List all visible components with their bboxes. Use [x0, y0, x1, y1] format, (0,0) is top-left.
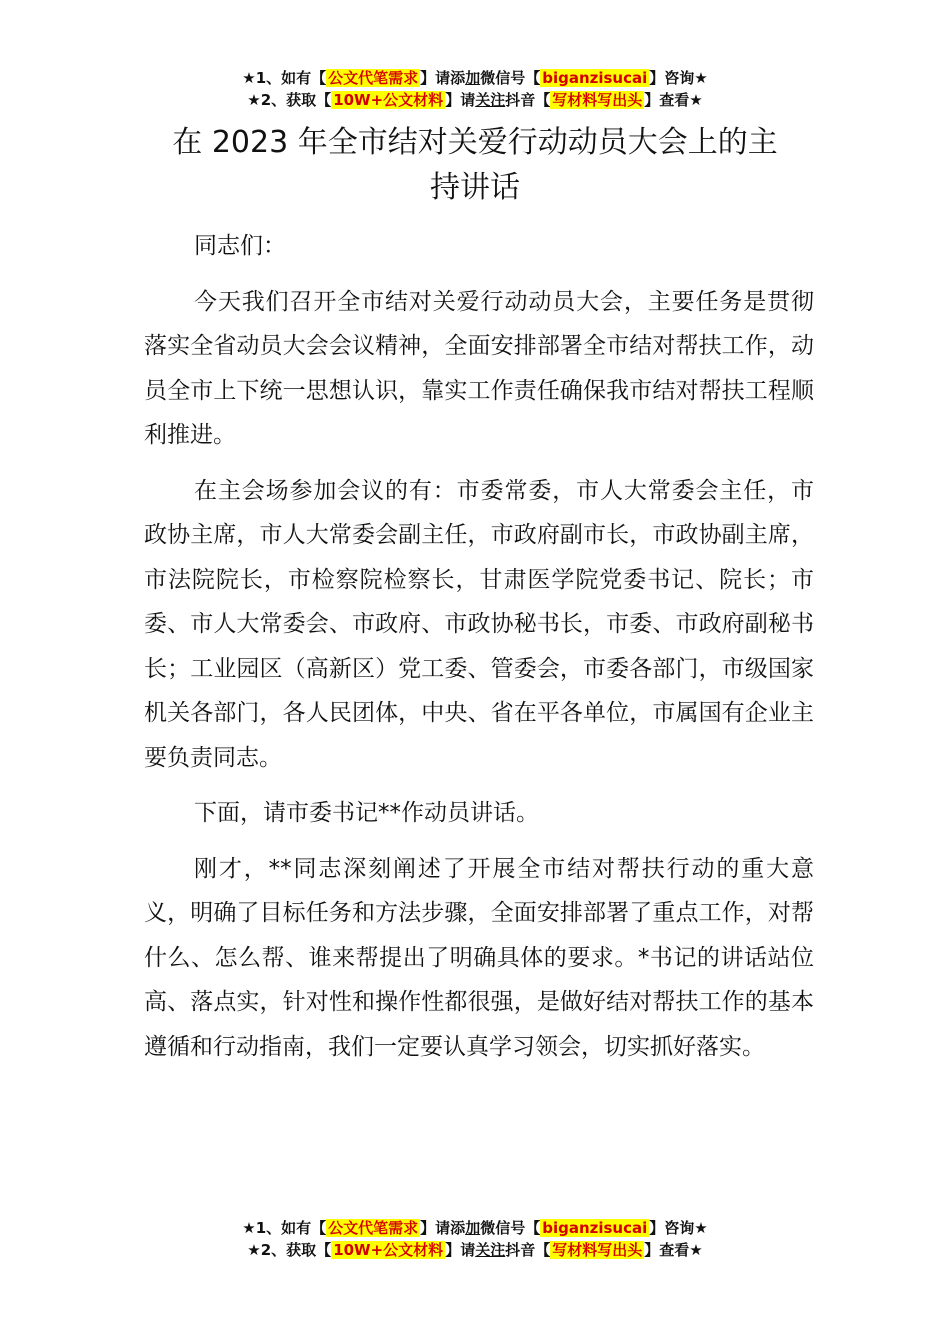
banner-line-1: [0, 67, 950, 89]
banner-text: 】请: [445, 91, 476, 109]
banner-underlined-text: 关注: [475, 91, 506, 109]
document-body: [144, 224, 814, 1080]
banner-text: ★2、获取【: [247, 91, 332, 109]
paragraph-attendees: 在主会场参加会议的有：市委常委，市人大常委会主任，市政协主席，市人大常委会副主任，市政府副市长，市政协副主席，市法院院长，市检察院检察长，甘肃医学院党委书记、院长；市委、市人大常委会、市政府、市政协秘书长，市委、市政府副秘书长；工业园区（高新区）党工委、管委会，市委各部门，市级国家机关各部门，各人民团体，中央、省在平各单位，市属国有企业主要负责同志。: [144, 477, 814, 771]
document-title-line-2: 持讲话: [430, 170, 520, 205]
banner-text: ★2、获取【: [247, 1241, 332, 1259]
banner-text: 抖音【: [505, 91, 551, 109]
banner-text: 】查看★: [644, 1241, 703, 1259]
banner-text: 】请添: [420, 1219, 466, 1237]
banner-highlight-writing-service: 公文代笔需求: [328, 1219, 419, 1237]
banner-line-2: [0, 1239, 950, 1261]
paragraph-summary: 刚才，**同志深刻阐述了开展全市结对帮扶行动的重大意义，明确了目标任务和方法步骤，全面安排部署了重点工作，对帮什么、怎么帮、谁来帮提出了明确具体的要求。*书记的讲话站位高、落点实，针对性和操作性都很强，是做好结对帮扶工作的基本遵循和行动指南，我们一定要认真学习领会，切实抓好落实。: [144, 855, 814, 1060]
paragraph-invite-speech: 下面，请市委书记**作动员讲话。: [194, 800, 539, 826]
header-banner: [0, 67, 950, 111]
banner-text: 】咨询★: [649, 69, 708, 87]
banner-text: ★1、如有【: [242, 69, 327, 87]
banner-highlight-writing-service: 公文代笔需求: [328, 69, 419, 87]
banner-text: 微信号【: [480, 69, 541, 87]
document-title-line-1: 在 2023 年全市结对关爱行动动员大会上的主: [172, 125, 778, 160]
salutation: 同志们：: [194, 233, 286, 259]
banner-highlight-douyin-account: 写材料写出头: [552, 1241, 643, 1259]
banner-text: ★1、如有【: [242, 1219, 327, 1237]
banner-underlined-text: 加: [465, 69, 481, 87]
banner-highlight-douyin-account: 写材料写出头: [552, 91, 643, 109]
banner-text: 】请添: [420, 69, 466, 87]
banner-line-2: [0, 89, 950, 111]
banner-underlined-text: 加: [465, 1219, 481, 1237]
banner-text: 】请: [445, 1241, 476, 1259]
banner-highlight-wechat-id: biganzisucai: [542, 1219, 648, 1237]
banner-text: 抖音【: [505, 1241, 551, 1259]
banner-highlight-wechat-id: biganzisucai: [542, 69, 648, 87]
banner-text: 】查看★: [644, 91, 703, 109]
paragraph-purpose: 今天我们召开全市结对关爱行动动员大会，主要任务是贯彻落实全省动员大会会议精神，全面安排部署全市结对帮扶工作，动员全市上下统一思想认识，靠实工作责任确保我市结对帮扶工程顺利推进。: [144, 288, 814, 448]
banner-line-1: [0, 1217, 950, 1239]
banner-highlight-materials: 10W+公文材料: [333, 1241, 444, 1259]
banner-underlined-text: 关注: [475, 1241, 506, 1259]
banner-highlight-materials: 10W+公文材料: [333, 91, 444, 109]
footer-banner: [0, 1217, 950, 1261]
banner-text: 】咨询★: [649, 1219, 708, 1237]
document-title: [0, 120, 950, 210]
banner-text: 微信号【: [480, 1219, 541, 1237]
